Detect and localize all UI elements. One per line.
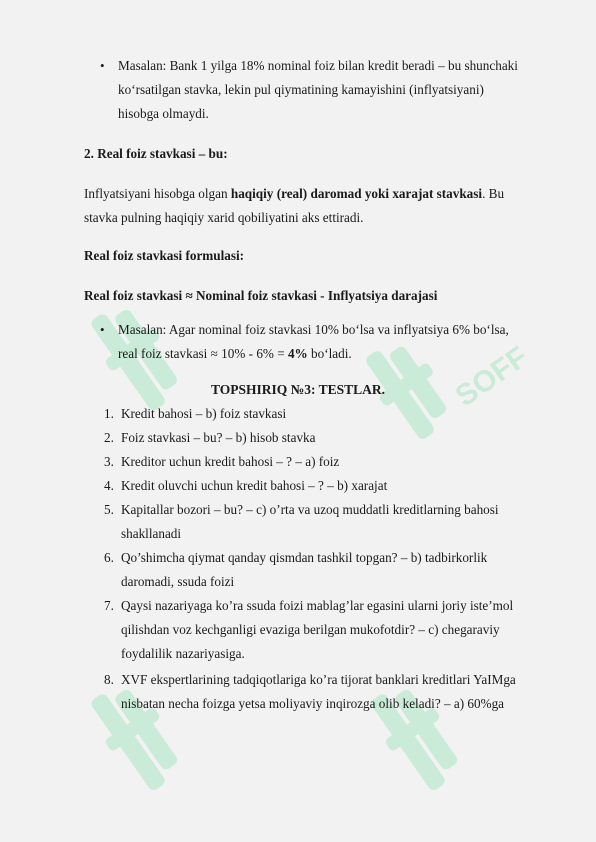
test-item-line: qilishdan voz kechganligi evaziga berilgan mukofotdir? – c) chegaraviy — [121, 622, 500, 637]
test-item-line: Foiz stavkasi – bu? – b) hisob stavka — [121, 430, 316, 445]
paragraph-line — [118, 346, 352, 362]
paragraph-text: Inflyatsiyani hisobga olgan — [84, 186, 231, 201]
test-item-line: shakllanadi — [121, 526, 182, 541]
test-number: 1. — [104, 406, 114, 421]
paragraph-line — [84, 186, 504, 202]
paragraph-text: real foiz stavkasi ≈ 10% - 6% = — [118, 346, 288, 361]
bullet: • — [100, 322, 105, 337]
test-item-line: Kreditor uchun kredit bahosi – ? – a) foiz — [121, 454, 340, 469]
svg-text:SOFF: SOFF — [449, 340, 534, 414]
paragraph-line: ko‘rsatilgan stavka, lekin pul qiymatining kamayishini (inflyatsiyani) — [118, 82, 484, 97]
section-heading: 2. Real foiz stavkasi – bu: — [84, 146, 228, 161]
bullet: • — [100, 58, 105, 73]
paragraph-line: Masalan: Agar nominal foiz stavkasi 10% bo‘lsa va inflyatsiya 6% bo‘lsa, — [118, 322, 509, 337]
test-number: 2. — [104, 430, 114, 445]
paragraph-text: bo‘ladi. — [307, 346, 352, 361]
test-item-line: Qaysi nazariyaga ko’ra ssuda foizi mablag’lar egasini ularni joriy iste’mol — [121, 598, 514, 613]
test-item-line: Kredit bahosi – b) foiz stavkasi — [121, 406, 287, 421]
watermark-logo — [360, 280, 540, 440]
test-item-line: XVF ekspertlarining tadqiqotlariga ko’ra tijorat banklari kreditlari YaIMga — [121, 672, 516, 687]
task-title: TOPSHIRIQ №3: TESTLAR. — [211, 382, 385, 397]
paragraph-line: hisobga olmaydi. — [118, 106, 209, 121]
test-number: 8. — [104, 672, 114, 687]
test-number: 4. — [104, 478, 114, 493]
test-number: 6. — [104, 550, 114, 565]
test-number: 3. — [104, 454, 114, 469]
test-item-line: nisbatan necha foizga yetsa moliyaviy inqirozga olib keladi? – a) 60%ga — [121, 696, 505, 711]
test-item-line: Qo’shimcha qiymat qanday qismdan tashkil topgan? – b) tadbirkorlik — [121, 550, 488, 565]
formula: Real foiz stavkasi ≈ Nominal foiz stavkasi - Inflyatsiya darajasi — [84, 288, 438, 303]
paragraph-emphasis: 4% — [287, 346, 308, 361]
test-item-line: Kredit oluvchi uchun kredit bahosi – ? – b) xarajat — [121, 478, 388, 493]
test-number: 5. — [104, 502, 114, 517]
paragraph-line: stavka pulning haqiqiy xarid qobiliyatini aks ettiradi. — [84, 210, 364, 225]
paragraph-line: Masalan: Bank 1 yilga 18% nominal foiz bilan kredit beradi – bu shunchaki — [118, 58, 518, 73]
test-item-line: daromadi, ssuda foizi — [121, 574, 235, 589]
test-item-line: foydalilik nazariyasiga. — [121, 646, 245, 661]
formula-heading: Real foiz stavkasi formulasi: — [84, 248, 245, 263]
paragraph-emphasis: haqiqiy (real) daromad yoki xarajat stavkasi — [230, 186, 483, 201]
test-item-line: Kapitallar bozori – bu? – c) o’rta va uzoq muddatli kreditlarning bahosi — [121, 502, 499, 517]
paragraph-text: . Bu — [482, 186, 505, 201]
test-number: 7. — [104, 598, 114, 613]
